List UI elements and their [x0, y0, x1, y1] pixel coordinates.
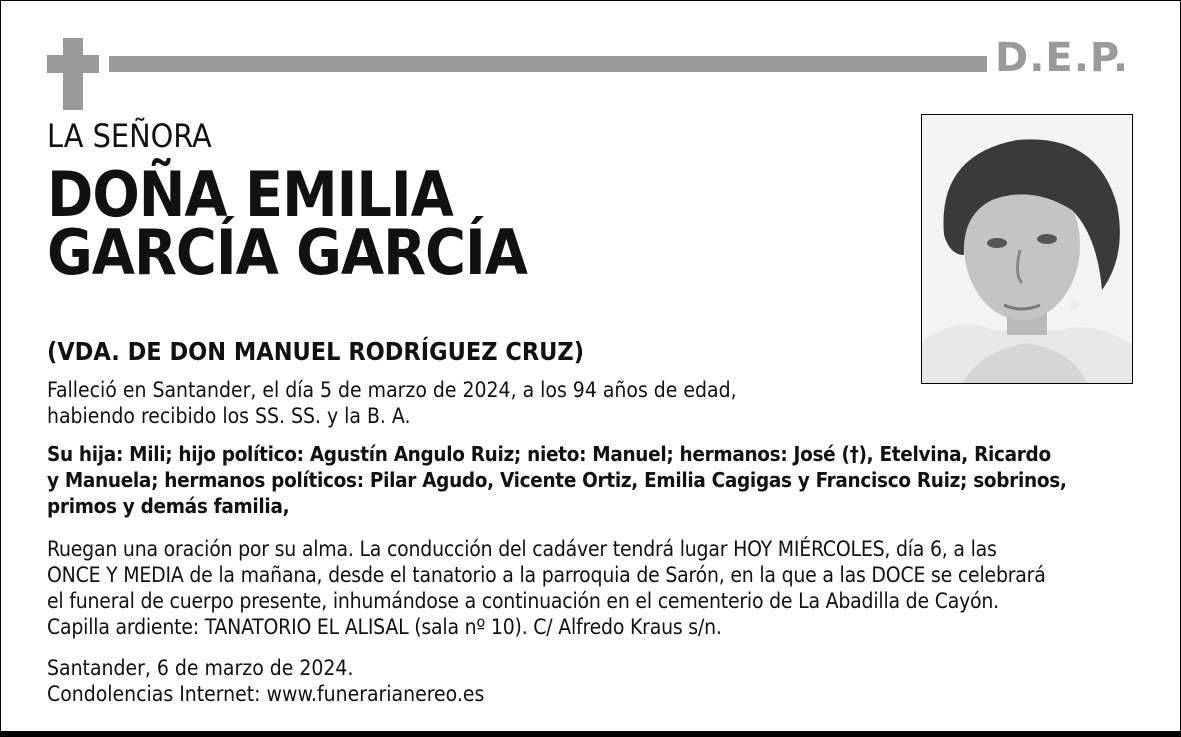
portrait-photo [921, 114, 1133, 384]
widow-of: (VDA. DE DON MANUEL RODRÍGUEZ CRUZ) [47, 337, 585, 366]
death-info-line: habiendo recibido los SS. SS. y la B. A. [47, 404, 411, 428]
ceremony-info [47, 536, 1046, 640]
header-rule [109, 56, 987, 72]
dep-label: D.E.P. [995, 35, 1130, 81]
family-line: Su hija: Mili; hijo político: Agustín Angulo Ruiz; nieto: Manuel; hermanos: José (†), Etelvina, Ricardo [47, 442, 1051, 466]
cross-icon [63, 38, 83, 110]
family-list [47, 441, 1067, 519]
ceremony-line: el funeral de cuerpo presente, inhumándose a continuación en el cementerio de La Abadilla de Cayón. [47, 589, 999, 613]
cross-icon-bar [47, 55, 99, 73]
name-line-2: GARCÍA GARCÍA [47, 216, 527, 289]
closing-info [47, 655, 484, 707]
deceased-name [47, 158, 527, 289]
ceremony-line: Ruegan una oración por su alma. La conducción del cadáver tendrá lugar HOY MIÉRCOLES, día 6, a las [47, 537, 997, 561]
family-line: y Manuela; hermanos políticos: Pilar Agudo, Vicente Ortiz, Emilia Cagigas y Francisco Ruiz; sobrinos, [47, 468, 1067, 492]
name-line-1: DOÑA EMILIA [47, 158, 453, 231]
ceremony-line: Capilla ardiente: TANATORIO EL ALISAL (sala nº 10). C/ Alfredo Kraus s/n. [47, 615, 722, 639]
family-line: primos y demás familia, [47, 494, 290, 518]
portrait-image [922, 115, 1132, 383]
death-info [47, 377, 737, 429]
condolences-line: Condolencias Internet: www.funerarianereo.es [47, 682, 485, 706]
death-info-line: Falleció en Santander, el día 5 de marzo de 2024, a los 94 años de edad, [47, 378, 737, 402]
place-date: Santander, 6 de marzo de 2024. [47, 656, 354, 680]
salutation: LA SEÑORA [47, 117, 212, 155]
ceremony-line: ONCE Y MEDIA de la mañana, desde el tanatorio a la parroquia de Sarón, en la que a las DOCE se celebrará [47, 563, 1046, 587]
